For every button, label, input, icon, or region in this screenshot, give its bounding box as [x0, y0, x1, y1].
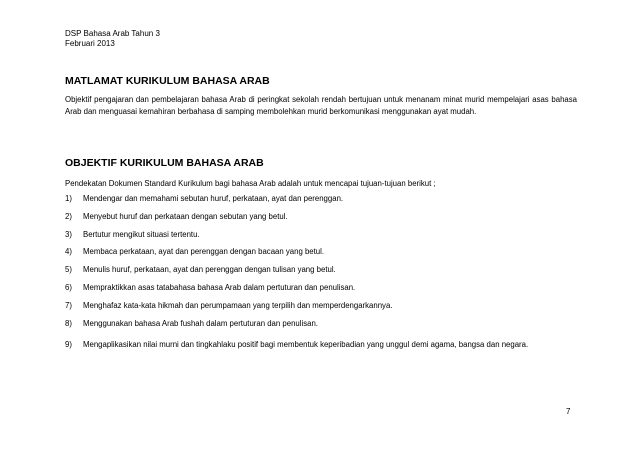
- section-title-matlamat: MATLAMAT KURIKULUM BAHASA ARAB: [65, 75, 270, 87]
- list-item: [65, 265, 580, 283]
- section-paragraph-matlamat: Objektif pengajaran dan pembelajaran bahasa Arab di peringkat sekolah rendah bertujuan untuk menanam minat murid mempelajari asas bahasa Arab dan menguasai kemahiran berbahasa di samping membolehkan murid berkomunikasi menggunakan ayat mudah.: [65, 95, 577, 116]
- list-item-number: 1): [65, 194, 72, 203]
- list-item-text: Mendengar dan memahami sebutan huruf, perkataan, ayat dan perenggan.: [83, 194, 344, 203]
- list-item-text: Membaca perkataan, ayat dan perenggan dengan bacaan yang betul.: [83, 247, 325, 257]
- list-item-text: Menggunakan bahasa Arab fushah dalam pertuturan dan penulisan.: [83, 318, 318, 328]
- list-item: [65, 230, 580, 248]
- page-number: 7: [566, 407, 571, 416]
- list-item-text: Mempraktikkan asas tatabahasa bahasa Arab dalam pertuturan dan penulisan.: [83, 282, 356, 292]
- list-item-number: 4): [65, 247, 72, 257]
- list-item-text: Menulis huruf, perkataan, ayat dan perenggan dengan tulisan yang betul.: [83, 265, 336, 275]
- section-title-objektif: OBJEKTIF KURIKULUM BAHASA ARAB: [65, 157, 264, 169]
- objektif-list: [65, 194, 580, 354]
- list-item-number: 3): [65, 229, 72, 239]
- list-item: [65, 283, 580, 301]
- list-item-number: 9): [65, 340, 72, 350]
- list-item: [65, 336, 580, 354]
- list-item: [65, 212, 580, 230]
- list-item: [65, 247, 580, 265]
- list-item-text: Menyebut huruf dan perkataan dengan sebutan yang betul.: [83, 211, 288, 221]
- list-item-number: 6): [65, 282, 72, 292]
- list-item-text: Mengaplikasikan nilai murni dan tingkahlaku positif bagi membentuk keperibadian yang unggul demi agama, bangsa dan negara.: [83, 340, 529, 350]
- list-item-number: 5): [65, 265, 72, 275]
- list-item-number: 7): [65, 300, 72, 310]
- header-date: Februari 2013: [65, 39, 115, 48]
- list-item-number: 2): [65, 211, 72, 221]
- list-item: [65, 319, 580, 337]
- list-item: [65, 194, 580, 212]
- list-item-text: Bertutur mengikut situasi tertentu.: [83, 229, 200, 239]
- list-item: [65, 301, 580, 319]
- header-title: DSP Bahasa Arab Tahun 3: [65, 29, 160, 38]
- list-item-number: 8): [65, 318, 72, 328]
- list-item-text: Menghafaz kata-kata hikmah dan perumpamaan yang terpilih dan memperdengarkannya.: [83, 300, 393, 310]
- objektif-intro: Pendekatan Dokumen Standard Kurikulum bagi bahasa Arab adalah untuk mencapai tujuan-tujuan berikut ;: [65, 179, 436, 188]
